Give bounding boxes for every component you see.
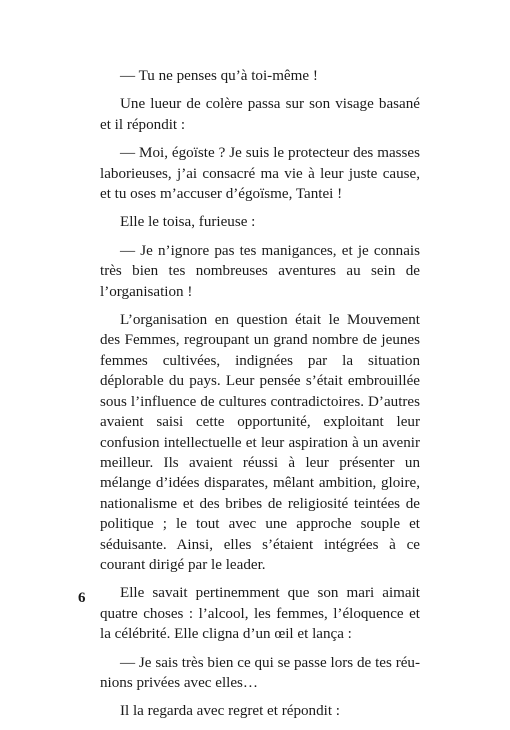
dialogue-paragraph: — Je sais très bien ce qui se passe lors de tes réunions privées avec elles…	[100, 654, 420, 691]
dialogue-paragraph: — Tu ne penses qu’à toi-même !	[120, 68, 318, 84]
dialogue-paragraph: — Je n’ignore pas tes manigances, et je connais très bien tes nombreuses aventures au sein de l’organisation !	[100, 242, 420, 300]
narration-paragraph: L’organisation en question était le Mouvement des Femmes, regroupant un grand nombre de jeunes femmes cultivées, indignées par la situation déplorable du pays. Leur pensée s’était embrouillée sous l’influence de cultures contradictoires. D’autres avaient saisi cette opportunité, exploitant leur confusion intellectuelle et leur aspiration à un avenir meilleur. Ils avaient réussi à leur présenter un mélange d’idées disparates, mêlant ambition, gloire, nationalisme et des bribes de religiosité teintées de politique ; le tout avec une approche souple et séduisante. Ainsi, elles s’étaient intégrées à ce courant dirigé par le leader.	[100, 312, 420, 573]
page-body	[100, 66, 420, 730]
page-number: 6	[78, 590, 86, 606]
narration-paragraph: Elle savait pertinemment que son mari aimait quatre choses : l’alcool, les femmes, l’éloquence et la célébrité. Elle cligna d’un œil et lança :	[100, 585, 420, 643]
dialogue-paragraph: — Moi, égoïste ? Je suis le protecteur des masses laborieuses, j’ai consacré ma vie à leur juste cause, et tu oses m’accuser d’égoïsme, Tantei !	[100, 145, 420, 203]
narration-paragraph: Il la regarda avec regret et répondit :	[120, 703, 340, 720]
narration-paragraph: Une lueur de colère passa sur son visage basané et il répondit :	[100, 96, 420, 133]
narration-paragraph: Elle le toisa, furieuse :	[120, 214, 256, 231]
